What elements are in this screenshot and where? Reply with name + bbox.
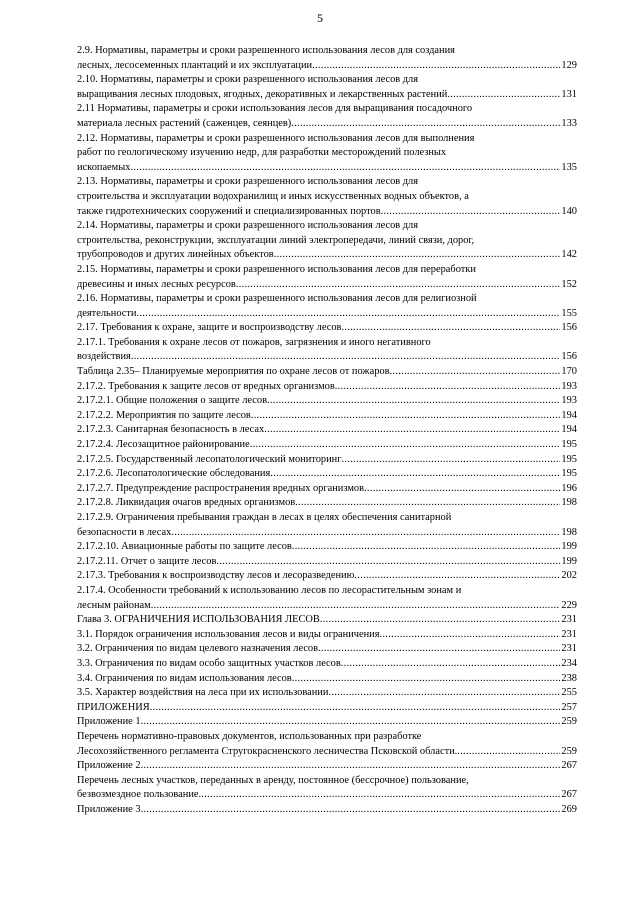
toc-entry-title: Глава 3. ОГРАНИЧЕНИЯ ИСПОЛЬЗОВАНИЯ ЛЕСОВ (77, 614, 320, 626)
toc-entry-title: безвозмездное пользование (77, 789, 199, 801)
toc-entry-title: 2.17.2.8. Ликвидация очагов вредных организмов (77, 497, 296, 509)
toc-page-number: 199 (561, 541, 577, 553)
toc-entry-title: 3.1. Порядок ограничения использования лесов и виды ограничения (77, 628, 380, 640)
toc-entry (77, 642, 577, 657)
toc-entry-title: строительства, реконструкции, эксплуатации линий электропередачи, линий связи, дорог, (77, 234, 475, 246)
table-of-contents (77, 44, 577, 817)
toc-entry (77, 102, 577, 131)
toc-entry-title: строительства и эксплуатации водохранилищ и иных искусственных водных объектов, а (77, 190, 469, 202)
dot-leader (341, 657, 561, 672)
toc-entry-title: Таблица 2.35– Планируемые мероприятия по охране лесов от пожаров (77, 366, 390, 378)
toc-entry-line (77, 511, 577, 526)
dot-leader (380, 628, 561, 643)
toc-entry (77, 715, 577, 730)
toc-page-number: 196 (561, 482, 577, 494)
dot-leader (295, 496, 560, 511)
toc-page-number: 269 (561, 803, 577, 815)
toc-entry (77, 540, 577, 555)
toc-entry (77, 467, 577, 482)
toc-entry (77, 336, 577, 365)
toc-entry-title: Приложение 3 (77, 803, 141, 815)
toc-entry-line (77, 365, 577, 380)
dot-leader (270, 467, 560, 482)
toc-entry (77, 219, 577, 263)
toc-entry (77, 73, 577, 102)
toc-entry-line (77, 248, 577, 263)
toc-page-number: 193 (561, 380, 577, 392)
toc-entry (77, 774, 577, 803)
dot-leader (141, 803, 561, 818)
toc-entry-title: 3.5. Характер воздействия на леса при их использовании (77, 687, 329, 699)
toc-entry-title: 2.17.2.1. Общие положения о защите лесов (77, 395, 268, 407)
toc-entry-title: 2.9. Нормативы, параметры и сроки разрешенного использования лесов для создания (77, 45, 455, 56)
toc-entry (77, 453, 577, 468)
toc-entry (77, 44, 577, 73)
toc-entry-line (77, 730, 577, 745)
toc-entry (77, 365, 577, 380)
toc-entry-line (77, 453, 577, 468)
toc-entry-title: выращивания лесных плодовых, ягодных, декоративных и лекарственных растений (77, 88, 448, 100)
toc-entry-line (77, 569, 577, 584)
toc-entry-title: деятельности (77, 307, 137, 319)
toc-entry-title: 2.17.2.3. Санитарная безопасность в лесах (77, 424, 265, 436)
toc-entry-title: также гидротехнических сооружений и специализированных портов (77, 205, 381, 217)
toc-entry-line (77, 44, 577, 59)
toc-page-number: 231 (561, 643, 577, 655)
toc-entry-line (77, 423, 577, 438)
toc-entry-line (77, 73, 577, 88)
toc-entry-line (77, 205, 577, 220)
toc-entry-line (77, 409, 577, 424)
toc-entry-line (77, 175, 577, 190)
toc-entry-title: 2.17.2.5. Государственный лесопатологический мониторинг (77, 453, 342, 465)
toc-entry-title: работ по геологическому изучению недр, для разработки месторождений полезных (77, 147, 447, 159)
toc-page-number: 155 (561, 307, 577, 319)
toc-page-number: 142 (561, 249, 577, 261)
toc-entry-title: древесины и иных лесных ресурсов (77, 278, 236, 290)
toc-entry-title: Перечень нормативно-правовых документов, использованных при разработке (77, 730, 422, 742)
dot-leader (131, 350, 561, 365)
dot-leader (267, 394, 560, 409)
toc-entry (77, 584, 577, 613)
toc-entry-line (77, 774, 577, 789)
toc-entry-line (77, 219, 577, 234)
toc-entry-line (77, 496, 577, 511)
toc-page-number: 133 (561, 117, 577, 129)
dot-leader (136, 307, 560, 322)
toc-page-number: 170 (561, 366, 577, 378)
toc-entry-title: 2.17.4. Особенности требований к использованию лесов по лесорастительным зонам и (77, 584, 462, 596)
toc-page-number: 259 (561, 716, 577, 728)
toc-page-number: 198 (561, 526, 577, 538)
toc-entry-line (77, 438, 577, 453)
toc-entry-title: воздействия (77, 351, 131, 363)
toc-entry (77, 672, 577, 687)
dot-leader (250, 438, 561, 453)
toc-entry-title: 2.17.3. Требования к воспроизводству лесов и лесоразведению (77, 570, 355, 582)
toc-entry-title: 2.17.2. Требования к защите лесов от вредных организмов (77, 380, 335, 392)
dot-leader (141, 715, 561, 730)
toc-entry-line (77, 803, 577, 818)
toc-page-number: 140 (561, 205, 577, 217)
toc-page-number: 135 (561, 161, 577, 173)
toc-entry-line (77, 88, 577, 103)
dot-leader (274, 248, 561, 263)
dot-leader (447, 88, 560, 103)
toc-entry (77, 380, 577, 395)
toc-entry-title: Перечень лесных участков, переданных в аренду, постоянное (бессрочное) пользование, (77, 774, 469, 786)
toc-entry-line (77, 745, 577, 760)
toc-entry-title: лесным районам (77, 599, 151, 611)
dot-leader (264, 423, 560, 438)
toc-entry (77, 409, 577, 424)
toc-entry-title: ископаемых (77, 161, 131, 173)
toc-page-number: 202 (561, 570, 577, 582)
dot-leader (457, 745, 560, 760)
toc-entry-line (77, 482, 577, 497)
dot-leader (312, 59, 560, 74)
toc-entry-line (77, 380, 577, 395)
dot-leader (216, 555, 560, 570)
toc-entry-line (77, 161, 577, 176)
toc-entry-title: 2.15. Нормативы, параметры и сроки разрешенного использования лесов для переработки (77, 263, 476, 275)
toc-entry-line (77, 336, 577, 351)
toc-entry-title: ПРИЛОЖЕНИЯ (77, 701, 150, 713)
toc-entry-line (77, 540, 577, 555)
dot-leader (354, 569, 560, 584)
toc-entry (77, 394, 577, 409)
toc-entry (77, 686, 577, 701)
toc-entry-line (77, 117, 577, 132)
toc-entry-line (77, 599, 577, 614)
toc-entry-title: 3.2. Ограничения по видам целевого назначения лесов (77, 643, 319, 655)
toc-entry-title: лесных, лесосеменных плантаций и их эксплуатации (77, 59, 313, 71)
toc-entry-title: 2.17. Требования к охране, защите и воспроизводству лесов (77, 322, 342, 334)
toc-entry-title: 2.17.2.9. Ограничения пребывания граждан в лесах в целях обеспечения санитарной (77, 512, 452, 523)
toc-page-number: 199 (561, 555, 577, 567)
toc-entry (77, 496, 577, 511)
toc-page-number: 129 (561, 59, 577, 71)
toc-page-number: 267 (561, 789, 577, 801)
toc-entry (77, 613, 577, 628)
dot-leader (199, 788, 561, 803)
toc-entry (77, 438, 577, 453)
toc-entry-title: 2.17.2.2. Мероприятия по защите лесов (77, 409, 251, 421)
toc-page-number: 131 (561, 88, 577, 100)
toc-page-number: 231 (561, 628, 577, 640)
toc-entry (77, 555, 577, 570)
toc-entry (77, 569, 577, 584)
toc-entry-title: 2.17.2.10. Авиационные работы по защите лесов (77, 541, 292, 553)
toc-entry-line (77, 59, 577, 74)
toc-entry-title: 2.14. Нормативы, параметры и сроки разрешенного использования лесов для (77, 220, 419, 232)
toc-page-number: 257 (561, 701, 577, 713)
toc-entry (77, 803, 577, 818)
toc-entry-title: 2.12. Нормативы, параметры и сроки разрешенного использования лесов для выполнения (77, 132, 475, 144)
toc-entry-line (77, 350, 577, 365)
toc-entry (77, 292, 577, 321)
toc-entry (77, 321, 577, 336)
toc-entry-line (77, 642, 577, 657)
toc-page-number: 195 (561, 439, 577, 451)
toc-entry-line (77, 686, 577, 701)
toc-entry-line (77, 759, 577, 774)
toc-page-number: 195 (561, 468, 577, 480)
toc-page-number: 198 (561, 497, 577, 509)
toc-page-number: 234 (561, 657, 577, 669)
toc-page-number: 195 (561, 453, 577, 465)
toc-entry-line (77, 321, 577, 336)
toc-page-number: 259 (561, 745, 577, 757)
toc-entry-title: Лесохозяйственного регламента Стругокрасненского лесничества Псковской области. (77, 745, 458, 757)
toc-entry (77, 657, 577, 672)
dot-leader (292, 540, 561, 555)
toc-entry-title: 3.4. Ограничения по видам использования лесов (77, 672, 292, 684)
toc-entry-title: 2.17.2.4. Лесозащитное районирование (77, 439, 250, 451)
toc-entry-title: Приложение 1 (77, 716, 141, 728)
toc-entry-line (77, 715, 577, 730)
toc-entry-title: 3.3. Ограничения по видам особо защитных участков лесов (77, 657, 341, 669)
toc-entry-line (77, 657, 577, 672)
toc-entry-title: безопасности в лесах (77, 526, 172, 538)
toc-page-number: 152 (561, 278, 577, 290)
dot-leader (381, 205, 561, 220)
toc-entry (77, 511, 577, 540)
toc-page-number: 231 (561, 614, 577, 626)
toc-entry (77, 132, 577, 176)
toc-entry-title: Приложение 2 (77, 760, 141, 772)
toc-page-number: 194 (561, 409, 577, 421)
dot-leader (171, 526, 560, 541)
toc-entry (77, 628, 577, 643)
toc-entry-line (77, 467, 577, 482)
toc-entry-title: 2.10. Нормативы, параметры и сроки разрешенного использования лесов для (77, 74, 419, 86)
toc-entry-title: 2.11 Нормативы, параметры и сроки использования лесов для выращивания посадочного (77, 103, 473, 115)
page-number: 5 (317, 11, 323, 25)
dot-leader (236, 278, 561, 293)
dot-leader (141, 759, 561, 774)
dot-leader (292, 672, 561, 687)
toc-entry-line (77, 394, 577, 409)
toc-entry-line (77, 584, 577, 599)
toc-entry-title: 2.17.2.6. Лесопатологические обследования (77, 468, 271, 480)
dot-leader (341, 453, 560, 468)
dot-leader (335, 380, 561, 395)
dot-leader (364, 482, 560, 497)
toc-entry-title: 2.17.1. Требования к охране лесов от пожаров, загрязнения и иного негативного (77, 336, 431, 348)
toc-entry-title: трубопроводов и других линейных объектов (77, 249, 274, 261)
toc-entry (77, 759, 577, 774)
toc-entry-line (77, 234, 577, 249)
toc-entry-line (77, 672, 577, 687)
dot-leader (291, 117, 560, 132)
dot-leader (150, 701, 561, 716)
toc-entry-line (77, 628, 577, 643)
dot-leader (341, 321, 560, 336)
toc-page-number: 156 (561, 351, 577, 363)
toc-entry (77, 423, 577, 438)
toc-entry-title: 2.17.2.7. Предупреждение распространения вредных организмов (77, 482, 365, 494)
dot-leader (320, 613, 561, 628)
toc-entry-line (77, 292, 577, 307)
toc-entry (77, 263, 577, 292)
toc-entry-line (77, 701, 577, 716)
toc-entry-line (77, 132, 577, 147)
toc-entry-line (77, 278, 577, 293)
toc-entry-title: 2.13. Нормативы, параметры и сроки разрешенного использования лесов для (77, 176, 419, 188)
toc-entry-line (77, 263, 577, 278)
dot-leader (328, 686, 560, 701)
toc-page-number: 238 (561, 672, 577, 684)
toc-page-number: 229 (561, 599, 577, 611)
toc-page-number: 267 (561, 760, 577, 772)
toc-entry-line (77, 526, 577, 541)
toc-page-number: 156 (561, 322, 577, 334)
toc-entry-line (77, 788, 577, 803)
toc-entry-title: 2.17.2.11. Отчет о защите лесов (77, 555, 217, 567)
dot-leader (318, 642, 560, 657)
toc-entry-title: материала лесных растений (саженцев, сеянцев) (77, 117, 292, 129)
toc-page-number: 194 (561, 424, 577, 436)
toc-entry (77, 482, 577, 497)
toc-entry-line (77, 146, 577, 161)
toc-entry-title: 2.16. Нормативы, параметры и сроки разрешенного использования лесов для религиозной (77, 293, 477, 305)
dot-leader (390, 365, 561, 380)
toc-entry (77, 730, 577, 759)
toc-page-number: 193 (561, 395, 577, 407)
toc-page-number: 255 (561, 687, 577, 699)
dot-leader (251, 409, 561, 424)
toc-entry-line (77, 190, 577, 205)
toc-entry (77, 175, 577, 219)
toc-entry-line (77, 307, 577, 322)
toc-entry-line (77, 613, 577, 628)
dot-leader (130, 161, 560, 176)
toc-entry-line (77, 102, 577, 117)
toc-entry (77, 701, 577, 716)
dot-leader (151, 599, 561, 614)
toc-entry-line (77, 555, 577, 570)
